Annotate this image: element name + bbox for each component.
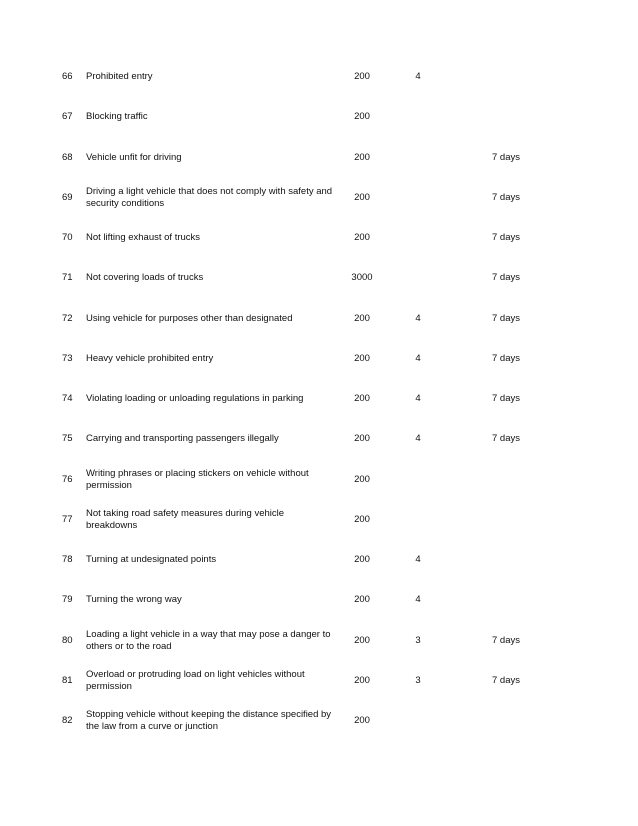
suspension-period: 7 days — [492, 634, 520, 646]
penalty-points: 4 — [415, 312, 421, 324]
suspension-period — [474, 460, 520, 500]
violation-number: 81 — [62, 674, 73, 686]
violation-description: Turning at undesignated points — [86, 554, 217, 565]
penalty-points: 3 — [415, 674, 421, 686]
penalty-points: 4 — [415, 554, 421, 565]
penalty-points: 4 — [415, 393, 421, 404]
fine-amount: 200 — [354, 393, 370, 404]
penalty-points — [404, 701, 432, 741]
violation-description: Overload or protruding load on light vehicles without permission — [86, 668, 305, 692]
violation-number: 78 — [62, 554, 73, 565]
table-row — [0, 580, 638, 620]
violation-description: Carrying and transporting passengers illegally — [86, 433, 279, 445]
penalty-points: 4 — [415, 352, 421, 364]
penalty-points: 4 — [415, 71, 421, 82]
violation-description: Prohibited entry — [86, 71, 153, 82]
table-row — [0, 258, 638, 298]
violation-number: 73 — [62, 352, 73, 364]
suspension-period: 7 days — [492, 312, 520, 324]
fine-amount: 200 — [354, 594, 370, 606]
penalty-points — [404, 460, 432, 500]
penalty-points — [404, 218, 432, 258]
violation-number: 71 — [62, 272, 73, 284]
suspension-period: 7 days — [492, 232, 520, 243]
violation-number: 70 — [62, 232, 73, 243]
suspension-period: 7 days — [492, 272, 520, 284]
violation-number: 69 — [62, 191, 73, 203]
suspension-period — [474, 57, 520, 97]
penalty-points — [404, 97, 432, 137]
table-row — [0, 339, 638, 379]
table-row — [0, 379, 638, 419]
fine-amount: 200 — [354, 473, 370, 485]
suspension-period — [474, 580, 520, 620]
fine-amount: 3000 — [351, 272, 373, 284]
suspension-period — [474, 97, 520, 137]
table-row — [0, 138, 638, 178]
penalty-points — [404, 178, 432, 218]
fine-amount: 200 — [354, 71, 370, 82]
violation-description: Driving a light vehicle that does not comply with safety and security conditions — [86, 185, 333, 209]
violation-number: 75 — [62, 433, 73, 445]
table-row — [0, 178, 638, 218]
violation-number: 82 — [62, 715, 73, 726]
violation-number: 72 — [62, 312, 73, 324]
table-row — [0, 701, 638, 741]
fine-amount: 200 — [354, 715, 370, 726]
table-row — [0, 661, 638, 701]
fine-amount: 200 — [354, 352, 370, 364]
table-row — [0, 540, 638, 580]
fine-amount: 200 — [354, 111, 370, 123]
violation-number: 76 — [62, 473, 73, 485]
penalty-points: 3 — [415, 634, 421, 646]
fine-amount: 200 — [354, 312, 370, 324]
table-row — [0, 218, 638, 258]
suspension-period: 7 days — [492, 393, 520, 404]
violation-number: 80 — [62, 634, 73, 646]
violation-description: Not covering loads of trucks — [86, 272, 204, 284]
suspension-period: 7 days — [492, 433, 520, 445]
violation-description: Loading a light vehicle in a way that may pose a danger to others or to the road — [86, 628, 331, 652]
fine-amount: 200 — [354, 433, 370, 445]
violation-description: Blocking traffic — [86, 111, 148, 123]
violation-number: 67 — [62, 111, 73, 123]
violation-description: Not lifting exhaust of trucks — [86, 232, 201, 243]
table-row — [0, 97, 638, 137]
violation-number: 79 — [62, 594, 73, 606]
table-row — [0, 460, 638, 500]
violation-number: 68 — [62, 151, 73, 163]
violation-number: 77 — [62, 513, 73, 525]
violation-description: Turning the wrong way — [86, 594, 182, 606]
violation-description: Writing phrases or placing stickers on vehicle without permission — [86, 467, 309, 491]
violation-description: Not taking road safety measures during vehicle breakdowns — [86, 507, 285, 531]
violation-description: Using vehicle for purposes other than designated — [86, 312, 293, 324]
suspension-period: 7 days — [492, 674, 520, 686]
table-row — [0, 621, 638, 661]
fine-amount: 200 — [354, 232, 370, 243]
penalty-points — [404, 258, 432, 298]
table-row — [0, 299, 638, 339]
violation-number: 66 — [62, 71, 73, 82]
penalty-points: 4 — [415, 433, 421, 445]
table-row — [0, 57, 638, 97]
fine-amount: 200 — [354, 513, 370, 525]
penalty-points: 4 — [415, 594, 421, 606]
violation-description: Vehicle unfit for driving — [86, 151, 182, 163]
fine-amount: 200 — [354, 634, 370, 646]
fine-amount: 200 — [354, 151, 370, 163]
suspension-period — [474, 540, 520, 580]
suspension-period — [474, 500, 520, 540]
violation-description: Heavy vehicle prohibited entry — [86, 352, 214, 364]
suspension-period: 7 days — [492, 191, 520, 203]
penalty-points — [404, 138, 432, 178]
suspension-period: 7 days — [492, 151, 520, 163]
violation-number: 74 — [62, 393, 73, 404]
violation-description: Stopping vehicle without keeping the distance specified by the law from a curve or junction — [86, 709, 332, 732]
fine-amount: 200 — [354, 554, 370, 565]
table-row — [0, 419, 638, 459]
penalty-points — [404, 500, 432, 540]
fine-amount: 200 — [354, 191, 370, 203]
fine-amount: 200 — [354, 674, 370, 686]
suspension-period — [474, 701, 520, 741]
table-row — [0, 500, 638, 540]
violation-description: Violating loading or unloading regulations in parking — [86, 393, 304, 404]
suspension-period: 7 days — [492, 352, 520, 364]
